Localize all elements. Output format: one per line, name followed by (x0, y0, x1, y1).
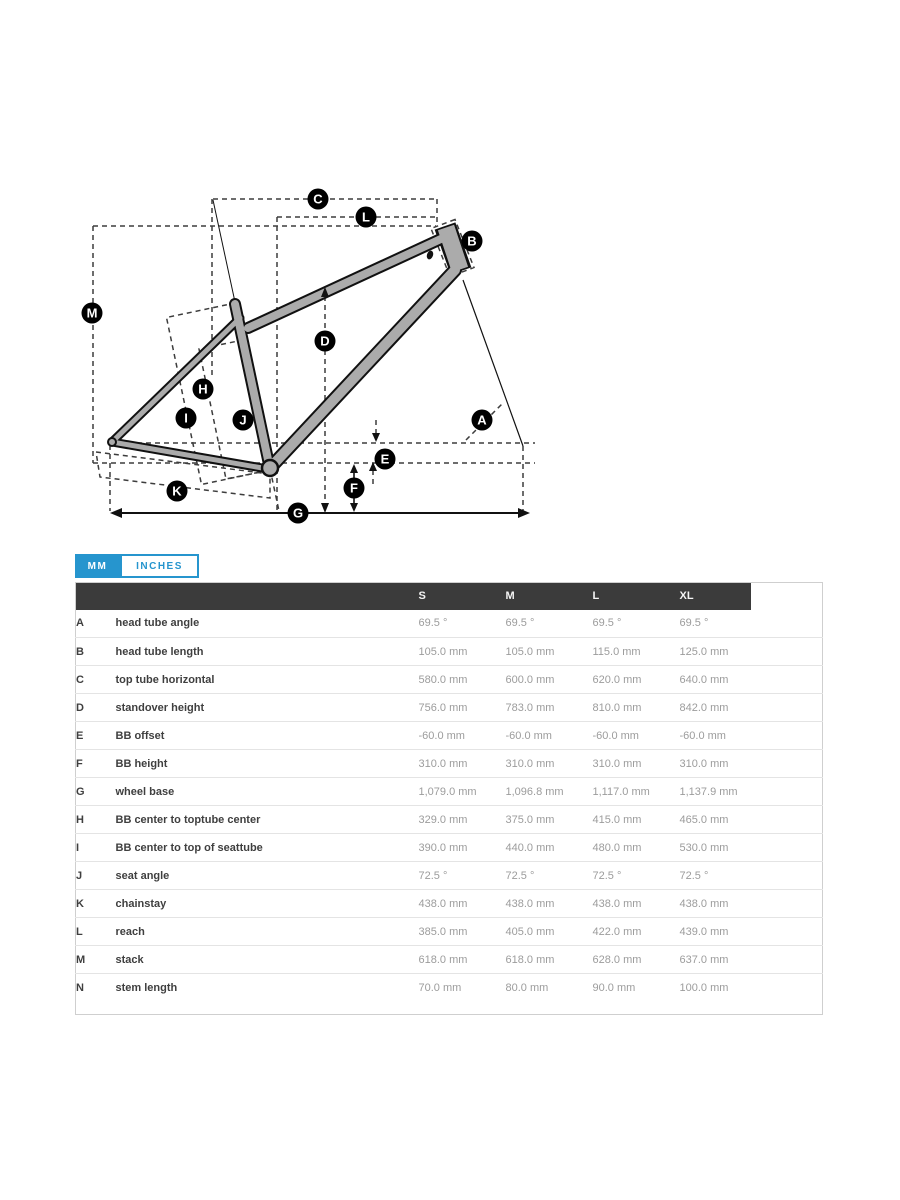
row-key: H (76, 806, 116, 834)
cell-blank (751, 890, 823, 918)
row-key: B (76, 638, 116, 666)
cell-m: 72.5 ° (506, 862, 593, 890)
header-size-m: M (506, 583, 593, 610)
cell-s: 72.5 ° (419, 862, 506, 890)
row-label: BB height (116, 750, 419, 778)
cell-s: 438.0 mm (419, 890, 506, 918)
cell-s: 69.5 ° (418, 617, 448, 630)
table-row-b (76, 638, 823, 666)
table-row-c (76, 666, 823, 694)
diagram-label-g (288, 503, 309, 524)
table-row-a (76, 610, 823, 638)
table-row-l (76, 918, 823, 946)
row-key: D (76, 694, 116, 722)
cell-blank (751, 610, 823, 638)
cell-m: 1,096.8 mm (506, 778, 593, 806)
table-row-m (76, 946, 823, 974)
row-label: head tube angle (115, 617, 200, 630)
cell-s: 310.0 mm (419, 750, 506, 778)
cell-l: -60.0 mm (593, 722, 680, 750)
row-key: G (76, 778, 116, 806)
cell-xl: 125.0 mm (680, 638, 752, 666)
diagram-label-a (472, 410, 493, 431)
frame-outline (108, 226, 461, 476)
tab-inches[interactable]: INCHES (120, 554, 199, 578)
diagram-label-m (82, 303, 103, 324)
svg-text:C: C (313, 191, 323, 207)
geometry-table (75, 582, 823, 1015)
cell-xl: 530.0 mm (680, 834, 752, 862)
tab-mm[interactable]: MM (75, 554, 120, 578)
row-label: head tube length (116, 638, 419, 666)
cell-xl: 1,137.9 mm (680, 778, 752, 806)
cell-s: -60.0 mm (419, 722, 506, 750)
diagram-label-j (233, 410, 254, 431)
cell-m: 618.0 mm (506, 946, 593, 974)
row-key: L (76, 918, 116, 946)
table-row-e (76, 722, 823, 750)
cell-m: 783.0 mm (506, 694, 593, 722)
svg-text:G: G (292, 505, 304, 521)
row-label: reach (116, 918, 419, 946)
row-label: BB center to top of seattube (116, 834, 419, 862)
svg-text:B: B (467, 233, 477, 249)
table-bottom-spacer (76, 1002, 823, 1015)
svg-text:A: A (477, 412, 487, 428)
table-header-row (76, 583, 823, 610)
cell-blank (751, 918, 823, 946)
cell-blank (751, 834, 823, 862)
cell-xl: -60.0 mm (680, 722, 752, 750)
cell-blank (751, 722, 823, 750)
cell-l: 628.0 mm (593, 946, 680, 974)
header-size-xl: XL (680, 583, 752, 610)
cell-m: -60.0 mm (506, 722, 593, 750)
cell-l: 72.5 ° (593, 862, 680, 890)
svg-text:E: E (380, 451, 390, 467)
table-row-k (76, 890, 823, 918)
header-size-s: S (419, 583, 506, 610)
row-key: A (76, 617, 84, 630)
diagram-label-l (356, 207, 377, 228)
cell-blank (751, 862, 823, 890)
svg-text:I: I (184, 410, 188, 426)
cell-s: 70.0 mm (419, 974, 506, 1002)
row-label: wheel base (116, 778, 419, 806)
row-key: M (76, 946, 116, 974)
row-label: top tube horizontal (116, 666, 419, 694)
diagram-label-k (167, 481, 188, 502)
diagram-label-c (308, 189, 329, 210)
cell-xl: 842.0 mm (680, 694, 752, 722)
table-row-n (76, 974, 823, 1002)
table-row-f (76, 750, 823, 778)
cell-s: 390.0 mm (419, 834, 506, 862)
table-row-j (76, 862, 823, 890)
cell-l: 310.0 mm (593, 750, 680, 778)
table-row-d (76, 694, 823, 722)
cell-s: 580.0 mm (419, 666, 506, 694)
cell-xl: 100.0 mm (680, 974, 752, 1002)
row-label: seat angle (116, 862, 419, 890)
cell-m: 310.0 mm (506, 750, 593, 778)
svg-text:F: F (350, 480, 358, 496)
svg-text:D: D (320, 333, 330, 349)
cell-l: 415.0 mm (593, 806, 680, 834)
row-key: I (76, 834, 116, 862)
diagram-label-h (193, 379, 214, 400)
cell-m: 105.0 mm (506, 638, 593, 666)
cell-blank (751, 946, 823, 974)
row-label: standover height (116, 694, 419, 722)
svg-text:L: L (362, 209, 370, 225)
table-row-h (76, 806, 823, 834)
cell-l: 90.0 mm (593, 974, 680, 1002)
cell-xl: 69.5 ° (679, 617, 709, 630)
frame-geometry-diagram (80, 180, 540, 530)
diagram-label-f (344, 478, 365, 499)
cell-l: 620.0 mm (593, 666, 680, 694)
cell-xl: 439.0 mm (680, 918, 752, 946)
diagram-label-e (375, 449, 396, 470)
cell-s: 329.0 mm (419, 806, 506, 834)
cell-s: 385.0 mm (419, 918, 506, 946)
row-key: F (76, 750, 116, 778)
cell-l: 115.0 mm (593, 638, 680, 666)
row-key: E (76, 722, 116, 750)
diagram-label-b (462, 231, 483, 252)
cell-s: 756.0 mm (419, 694, 506, 722)
cell-l: 1,117.0 mm (593, 778, 680, 806)
row-label: stem length (116, 974, 419, 1002)
cell-m: 375.0 mm (506, 806, 593, 834)
cell-blank (751, 750, 823, 778)
cell-l: 480.0 mm (593, 834, 680, 862)
row-label: BB center to toptube center (116, 806, 419, 834)
svg-text:M: M (86, 305, 98, 321)
row-key: K (76, 890, 116, 918)
cell-m: 80.0 mm (506, 974, 593, 1002)
row-label: stack (116, 946, 419, 974)
row-label: chainstay (116, 890, 419, 918)
cell-xl: 637.0 mm (680, 946, 752, 974)
cell-blank (751, 974, 823, 1002)
row-label: BB offset (116, 722, 419, 750)
table-row-i (76, 834, 823, 862)
cell-m: 438.0 mm (506, 890, 593, 918)
svg-text:H: H (198, 381, 208, 397)
diagram-label-d (315, 331, 336, 352)
cell-s: 1,079.0 mm (419, 778, 506, 806)
cell-blank (751, 806, 823, 834)
cell-blank (751, 778, 823, 806)
cell-l: 438.0 mm (593, 890, 680, 918)
cell-xl: 640.0 mm (680, 666, 752, 694)
cell-l: 422.0 mm (593, 918, 680, 946)
diagram-label-i (176, 408, 197, 429)
svg-text:J: J (239, 412, 247, 428)
cell-s: 618.0 mm (419, 946, 506, 974)
cell-xl: 72.5 ° (680, 862, 752, 890)
cell-xl: 310.0 mm (680, 750, 752, 778)
svg-text:K: K (172, 483, 182, 499)
cell-s: 105.0 mm (419, 638, 506, 666)
cell-blank (751, 666, 823, 694)
cell-blank (751, 694, 823, 722)
cell-l: 810.0 mm (593, 694, 680, 722)
cell-xl: 465.0 mm (680, 806, 752, 834)
cell-blank (751, 638, 823, 666)
row-key: N (76, 974, 116, 1002)
units-toggle (75, 554, 199, 578)
header-size-l: L (593, 583, 680, 610)
cell-m: 440.0 mm (506, 834, 593, 862)
cell-m: 600.0 mm (506, 666, 593, 694)
table-row-g (76, 778, 823, 806)
cell-m: 69.5 ° (505, 617, 535, 630)
header-blank (76, 583, 419, 610)
row-key: C (76, 666, 116, 694)
cell-m: 405.0 mm (506, 918, 593, 946)
row-key: J (76, 862, 116, 890)
cell-l: 69.5 ° (592, 617, 622, 630)
cell-xl: 438.0 mm (680, 890, 752, 918)
